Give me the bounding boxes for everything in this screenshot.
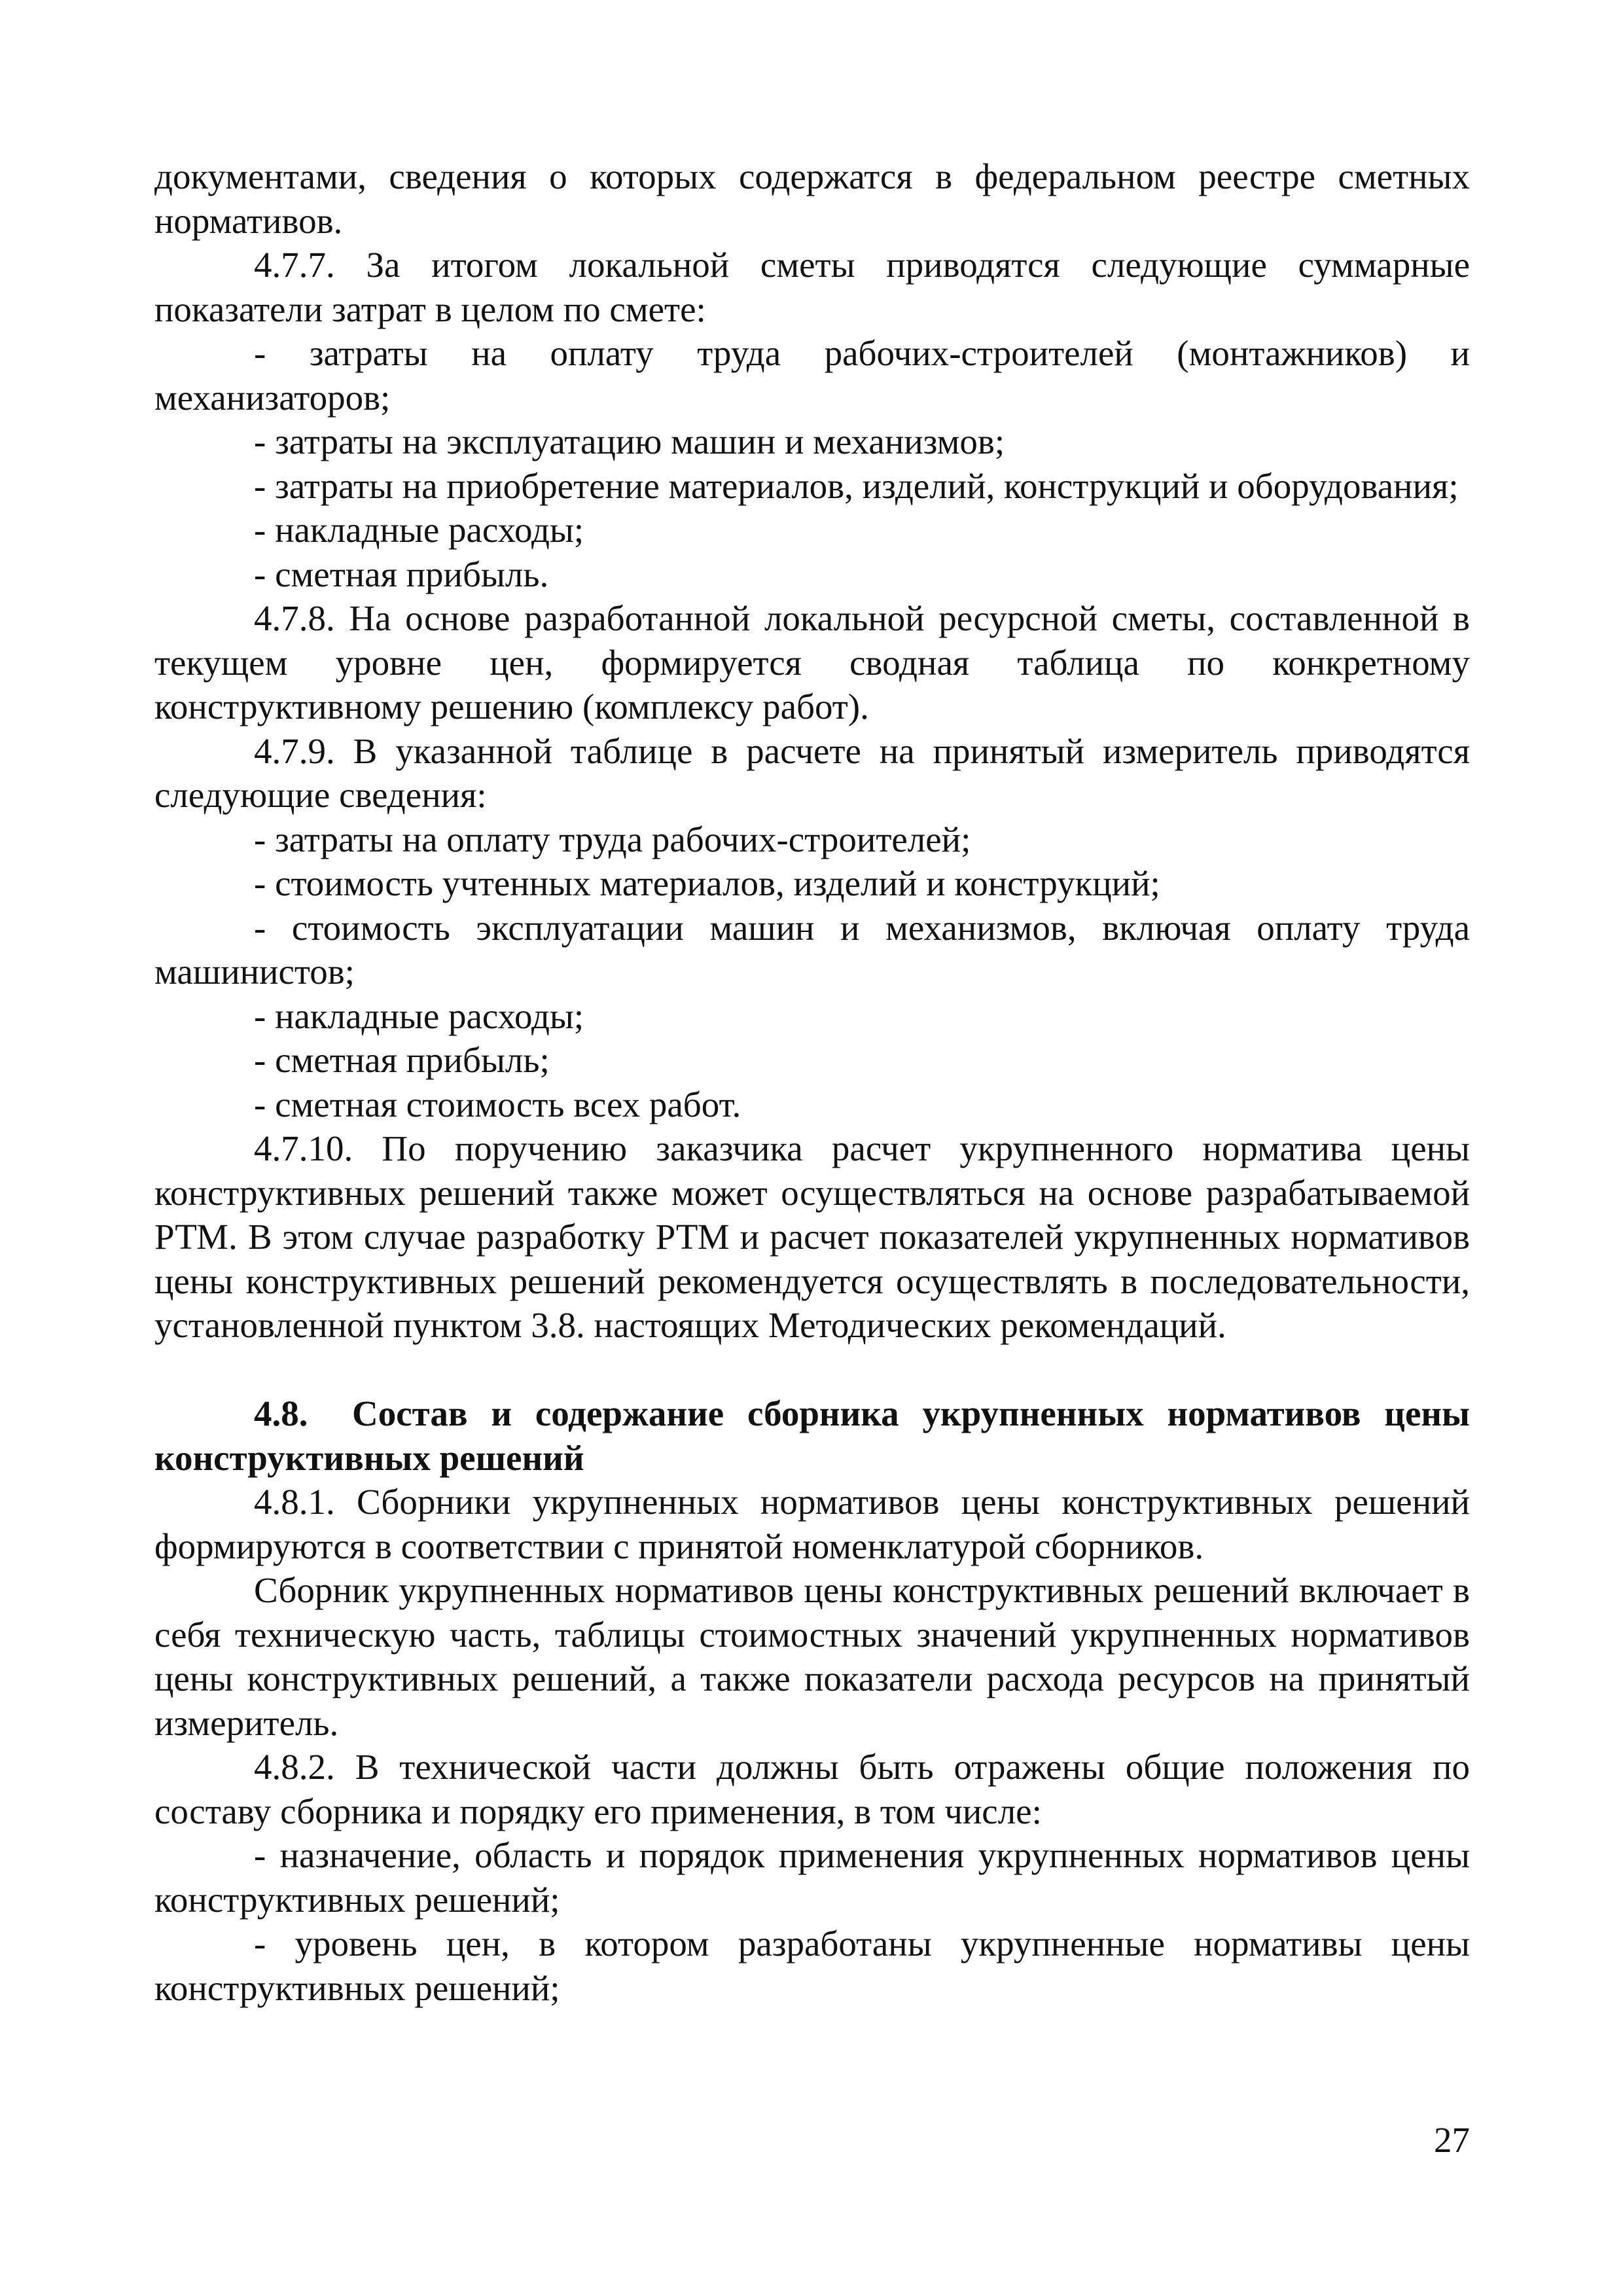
paragraphs-after [154,1480,1470,2010]
list-item: - накладные расходы; [254,510,584,550]
paragraph: документами, сведения о которых содержатся в федеральном реестре сметных нормативов. [154,156,1470,241]
list-item: - сметная прибыль. [254,554,549,594]
list-item: - затраты на оплату труда рабочих-строителей; [254,819,971,859]
paragraph: 4.8.1. Сборники укрупненных нормативов цены конструктивных решений формируются в соответствии с принятой номенклатурой сборников. [154,1482,1470,1566]
paragraph: 4.7.7. За итогом локальной сметы приводятся следующие суммарные показатели затрат в целом по смете: [154,245,1470,329]
section-number: 4.8. [254,1393,308,1433]
paragraph: 4.7.10. По поручению заказчика расчет укрупненного норматива цены конструктивных решений также может осуществляться на основе разрабатываемой РТМ. В этом случае разработку РТМ и расчет показателей укрупненных нормативов цены конструктивных решений рекомендуется осуществлять в последовательности, установленной пунктом 3.8. настоящих Методических рекомендаций. [154,1128,1470,1345]
paragraph: 4.8.2. В технической части должны быть отражены общие положения по составу сборника и порядку его применения, в том числе: [154,1747,1470,1831]
list-item: - сметная стоимость всех работ. [254,1084,741,1124]
blank-line [154,1348,1470,1392]
document-page [154,154,1470,2010]
paragraph: 4.7.8. На основе разработанной локальной ресурсной сметы, составленной в текущем уровне цен, формируется сводная таблица по конкретному конструктивному решению (комплексу работ). [154,598,1470,726]
list-item: - стоимость учтенных материалов, изделий и конструкций; [254,863,1160,903]
section-heading [154,1391,1470,1480]
paragraph: 4.7.9. В указанной таблице в расчете на принятый измеритель приводятся следующие сведения: [154,730,1470,815]
list-item: - затраты на приобретение материалов, изделий, конструкций и оборудования; [254,465,1459,506]
list-item: - стоимость эксплуатации машин и механизмов, включая оплату труда машинистов; [154,907,1470,992]
list-item: - затраты на оплату труда рабочих-строителей (монтажников) и механизаторов; [154,333,1470,418]
list-item: - сметная прибыль; [254,1040,550,1080]
section-title: Состав и содержание сборника укрупненных нормативов цены конструктивных решений [154,1393,1470,1478]
list-item: - накладные расходы; [254,996,584,1036]
list-item: - затраты на эксплуатацию машин и механизмов; [254,422,1005,461]
list-item: - назначение, область и порядок применения укрупненных нормативов цены конструктивных решений; [154,1835,1470,1920]
paragraphs-before [154,154,1470,1348]
paragraph: Сборник укрупненных нормативов цены конструктивных решений включает в себя техническую часть, таблицы стоимостных значений укрупненных нормативов цены конструктивных решений, а также показатели расхода ресурсов на принятый измеритель. [154,1570,1470,1743]
page-number: 27 [1434,2120,1470,2160]
list-item: - уровень цен, в котором разработаны укрупненные нормативы цены конструктивных решений; [154,1924,1470,2008]
